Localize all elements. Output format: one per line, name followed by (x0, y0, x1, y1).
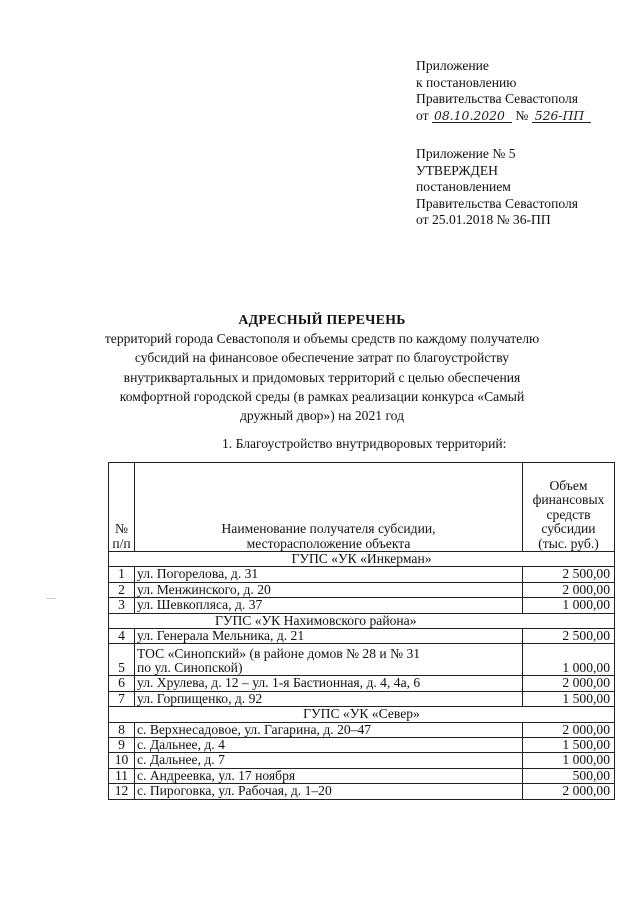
handwritten-date: 08.10.2020 (432, 110, 512, 123)
title-line: внутриквартальных и придомовых территорий с целью обеспечения (123, 369, 521, 385)
table-header-row (109, 463, 615, 552)
title-line: комфортной городской среды (в рамках реализации конкурса «Самый (119, 388, 525, 404)
row-address-line: по ул. Синопской) (137, 660, 243, 676)
table-row (109, 784, 615, 799)
row-address (135, 644, 523, 676)
row-address: ул. Хрулева, д. 12 – ул. 1-я Бастионная, д. 4, 4а, 6 (135, 676, 523, 691)
annex-ot-label: от (416, 107, 429, 123)
row-address: ул. Менжинского, д. 20 (135, 582, 523, 597)
approval-line: Приложение № 5 (416, 146, 516, 161)
header-amount: Объем финансовых средств субсидии (тыс. руб.) (523, 463, 615, 552)
group-row (109, 707, 615, 722)
row-amount: 2 000,00 (523, 784, 615, 799)
row-address: ул. Горпищенко, д. 92 (135, 691, 523, 706)
table-row (109, 676, 615, 691)
row-num: 1 (109, 567, 135, 582)
row-amount: 2 000,00 (523, 676, 615, 691)
row-amount: 2 500,00 (523, 629, 615, 644)
table-row (109, 753, 615, 768)
row-amount: 1 500,00 (523, 738, 615, 753)
row-amount: 2 000,00 (523, 722, 615, 737)
row-num: 10 (109, 753, 135, 768)
document-title (92, 310, 552, 425)
row-num: 2 (109, 582, 135, 597)
group-row (109, 613, 615, 628)
row-num: 9 (109, 738, 135, 753)
table-row (109, 691, 615, 706)
approval-line: УТВЕРЖДЕН (416, 162, 498, 178)
row-address: ул. Погорелова, д. 31 (135, 567, 523, 582)
table-row (109, 722, 615, 737)
group-empty-cell (523, 613, 615, 628)
row-amount: 500,00 (523, 768, 615, 783)
table-row (109, 582, 615, 597)
group-name: ГУПС «УК Нахимовского района» (109, 613, 523, 628)
title-line: субсидий на финансовое обеспечение затрат по благоустройству (134, 350, 510, 366)
scan-mark (46, 598, 56, 599)
table-row (109, 598, 615, 613)
approval-block (416, 146, 578, 229)
row-address: с. Дальнее, д. 7 (135, 753, 523, 768)
row-address: с. Андреевка, ул. 17 ноября (135, 768, 523, 783)
section-heading: 1. Благоустройство внутридворовых территорий: (222, 436, 507, 451)
row-amount: 1 000,00 (523, 753, 615, 768)
row-num: 7 (109, 691, 135, 706)
title-line: дружный двор») на 2021 год (239, 408, 405, 424)
row-address: ул. Генерала Мельника, д. 21 (135, 629, 523, 644)
row-amount: 2 500,00 (523, 567, 615, 582)
row-num: 5 (109, 644, 135, 676)
table-row (109, 567, 615, 582)
header-name: Наименование получателя субсидии, месторасположение объекта (135, 463, 523, 552)
annex-line: Правительства Севастополя (416, 91, 579, 107)
title-line: территорий города Севастополя и объемы средств по каждому получателю (104, 331, 540, 347)
table-row (109, 629, 615, 644)
address-table (108, 462, 615, 800)
table-row (109, 738, 615, 753)
title-main: АДРЕСНЫЙ ПЕРЕЧЕНЬ (238, 312, 406, 327)
row-address: с. Верхнесадовое, ул. Гагарина, д. 20–47 (135, 722, 523, 737)
annex-line: к постановлению (416, 74, 517, 90)
annex-block (416, 58, 591, 124)
row-address: с. Дальнее, д. 4 (135, 738, 523, 753)
row-num: 6 (109, 676, 135, 691)
row-amount: 2 000,00 (523, 582, 615, 597)
table-row (109, 644, 615, 676)
annex-date-line (416, 108, 591, 125)
row-num: 11 (109, 768, 135, 783)
row-amount: 1 000,00 (523, 598, 615, 613)
row-amount: 1 000,00 (523, 644, 615, 676)
approval-line: от 25.01.2018 № 36-ПП (416, 212, 551, 228)
row-num: 3 (109, 598, 135, 613)
group-name: ГУПС «УК «Север» (109, 707, 615, 722)
row-num: 8 (109, 722, 135, 737)
approval-line: Правительства Севастополя (416, 195, 579, 211)
table-row (109, 768, 615, 783)
annex-line: Приложение (416, 58, 489, 73)
approval-line: постановлением (416, 179, 511, 195)
handwritten-number: 526-ПП (532, 110, 591, 123)
row-address-line: ТОС «Синопский» (в районе домов № 28 и № 31 (137, 645, 421, 661)
row-num: 12 (109, 784, 135, 799)
header-num: № п/п (109, 463, 135, 552)
row-num: 4 (109, 629, 135, 644)
group-row (109, 552, 615, 567)
row-address: с. Пироговка, ул. Рабочая, д. 1–20 (135, 784, 523, 799)
annex-no-label: № (515, 107, 529, 123)
group-name: ГУПС «УК «Инкерман» (109, 552, 615, 567)
row-address: ул. Шевкопляса, д. 37 (135, 598, 523, 613)
row-amount: 1 500,00 (523, 691, 615, 706)
